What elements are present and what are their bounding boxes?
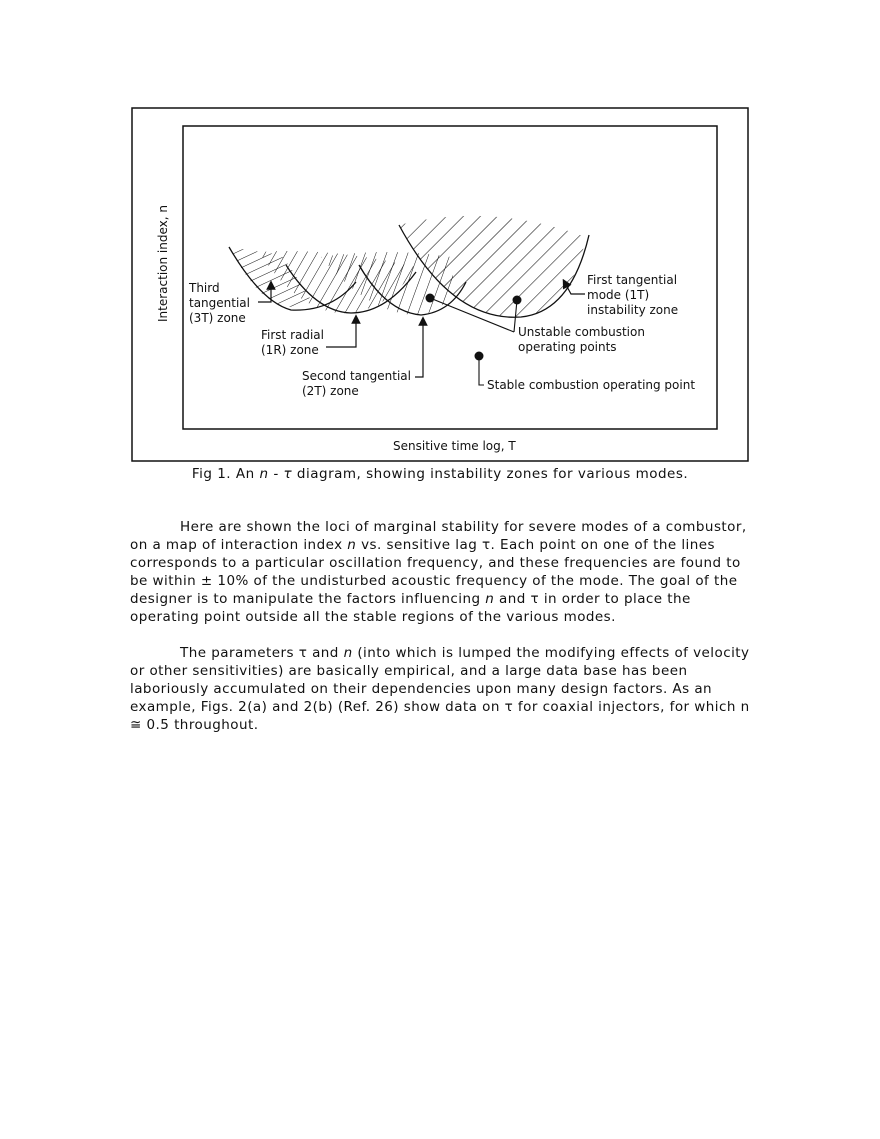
caption-suffix: diagram, showing instability zones for various modes. <box>296 466 689 482</box>
p1-symbol-n-1: n <box>347 537 357 553</box>
label-1R <box>261 319 356 357</box>
y-axis-label: Interaction index, n <box>156 205 170 322</box>
p2-text-1: The parameters τ and <box>180 645 339 661</box>
label-1T <box>565 273 678 317</box>
label-3T-line-1: Third <box>189 281 220 295</box>
n-tau-diagram <box>131 107 749 462</box>
caption-symbol: n - τ <box>259 466 293 482</box>
p1-text-2: vs. sensitive lag τ. Each point on one of the lines corresponds to a particular oscillation frequency, and these frequencies are found to be within ± 10% of the undisturbed acoustic frequency of the mode. The goal of the designer is to manipulate the factors influencing <box>130 537 741 607</box>
paragraph-2 <box>130 644 760 734</box>
n-tau-figure <box>131 107 749 462</box>
p1-text-3: and τ in order to place the operating point outside all the stable regions of the various modes. <box>130 591 691 625</box>
figure-caption <box>0 466 880 482</box>
p2-symbol-n: n <box>343 645 353 661</box>
paragraph-1 <box>130 518 760 626</box>
label-2T-line-2: (2T) zone <box>302 384 359 398</box>
p2-text-2: (into which is lumped the modifying effects of velocity or other sensitivities) are basically empirical, and a large data base has been laboriously accumulated on their dependencies upon many design factors. As an example, Figs. 2(a) and 2(b) (Ref. 26) show data on τ for coaxial injectors, for which n ≅ 0.5 throughout. <box>130 645 750 733</box>
label-1R-line-1: First radial <box>261 328 324 342</box>
label-1R-line-2: (1R) zone <box>261 343 319 357</box>
label-1T-line-2: mode (1T) <box>587 288 650 302</box>
label-2T-line-1: Second tangential <box>302 369 411 383</box>
body-text <box>130 518 760 734</box>
label-3T-line-3: (3T) zone <box>189 311 246 325</box>
label-unstable-line-1: Unstable combustion <box>518 325 645 339</box>
caption-prefix: Fig 1. An <box>191 466 255 482</box>
x-axis-label: Sensitive time log, T <box>393 439 516 453</box>
label-stable-text: Stable combustion operating point <box>487 378 696 392</box>
label-1T-line-1: First tangential <box>587 273 678 287</box>
p1-text-1: Here are shown the loci of marginal stability for severe modes of a combustor, on a map of interaction index <box>130 519 747 553</box>
label-unstable-line-2: operating points <box>518 340 617 354</box>
p1-symbol-n-2: n <box>485 591 495 607</box>
label-stable-point <box>479 356 695 392</box>
label-3T-line-2: tangential <box>189 296 250 310</box>
label-1T-line-3: instability zone <box>587 303 679 317</box>
